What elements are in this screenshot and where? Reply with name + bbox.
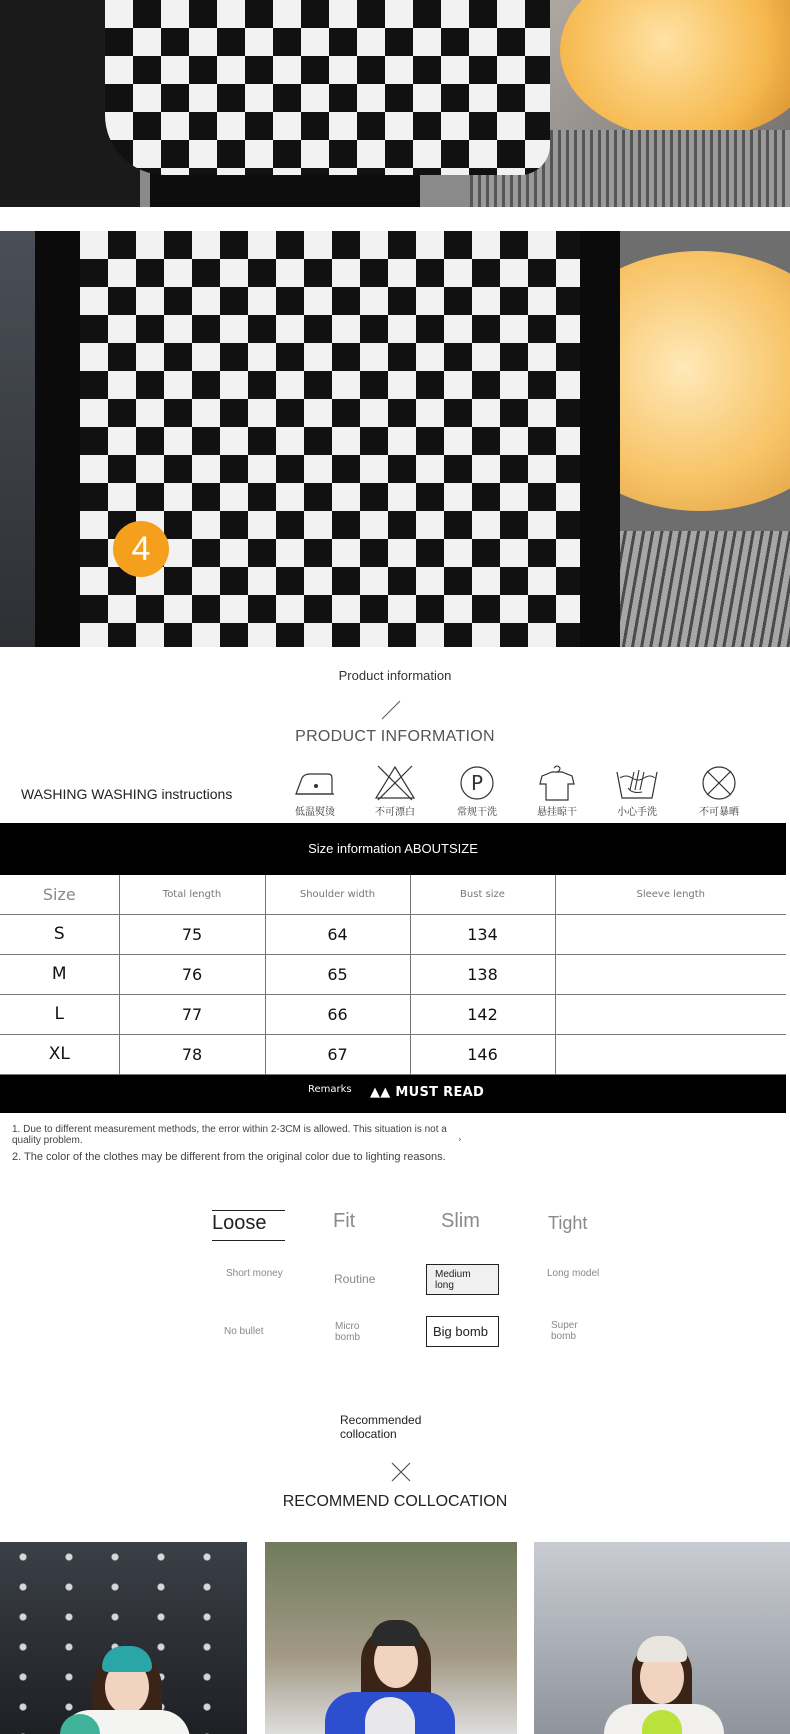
product-photo-detail bbox=[0, 231, 790, 647]
wash-item-bleach bbox=[360, 764, 430, 818]
washing-label: WASHING WASHING instructions bbox=[21, 786, 233, 802]
cell-size: L bbox=[0, 994, 119, 1034]
cell-bust-size: 138 bbox=[410, 954, 555, 994]
cell-bust-size: 134 bbox=[410, 914, 555, 954]
cell-total-length: 77 bbox=[119, 994, 265, 1034]
col-shoulder-width: Shoulder width bbox=[265, 875, 410, 914]
cell-total-length: 75 bbox=[119, 914, 265, 954]
slash-divider-icon bbox=[380, 700, 402, 720]
dry-clean-p-icon bbox=[454, 764, 500, 802]
wash-item-handwash bbox=[602, 764, 672, 818]
product-info-title: PRODUCT INFORMATION bbox=[295, 728, 495, 745]
cell-shoulder-width: 67 bbox=[265, 1034, 410, 1074]
hang-dry-icon bbox=[534, 764, 580, 802]
col-total-length: Total length bbox=[119, 875, 265, 914]
col-size: Size bbox=[0, 875, 119, 914]
recommend-photo-2[interactable] bbox=[265, 1542, 517, 1734]
table-row bbox=[0, 994, 786, 1034]
wash-item-hang bbox=[522, 764, 592, 818]
cell-bust-size: 142 bbox=[410, 994, 555, 1034]
cell-size: XL bbox=[0, 1034, 119, 1074]
must-read-label: ▲▲ MUST READ bbox=[370, 1085, 485, 1100]
cell-size: S bbox=[0, 914, 119, 954]
bomb-option-super: Super bomb bbox=[551, 1320, 578, 1342]
size-table-header-row bbox=[0, 875, 786, 914]
table-row bbox=[0, 1034, 786, 1074]
size-info-header: Size information ABOUTSIZE bbox=[0, 823, 786, 875]
fit-option-slim: Slim bbox=[441, 1210, 480, 1232]
no-bleach-icon bbox=[372, 764, 418, 802]
recommend-title-small: Recommended collocation bbox=[340, 1413, 422, 1441]
length-option-medium-long: Medium long bbox=[426, 1264, 499, 1295]
table-row bbox=[0, 954, 786, 994]
product-photo-top bbox=[0, 0, 790, 207]
recommend-photo-3[interactable] bbox=[534, 1542, 790, 1734]
cell-sleeve-length bbox=[555, 1034, 786, 1074]
remark-mark: › bbox=[458, 1135, 462, 1145]
col-sleeve-length: Sleeve length bbox=[555, 875, 786, 914]
cell-shoulder-width: 65 bbox=[265, 954, 410, 994]
cell-shoulder-width: 64 bbox=[265, 914, 410, 954]
remarks-label: Remarks bbox=[308, 1084, 352, 1095]
wash-label-sun: 不可暴晒 bbox=[699, 807, 739, 818]
cell-sleeve-length bbox=[555, 994, 786, 1034]
bomb-option-micro: Micro bomb bbox=[335, 1321, 361, 1343]
svg-text:P: P bbox=[470, 771, 484, 795]
recommend-photo-1[interactable] bbox=[0, 1542, 247, 1734]
remark-note-1: 1. Due to different measurement methods, the error within 2-3CM is allowed. This situation is not a quality problem. bbox=[12, 1124, 447, 1146]
size-table bbox=[0, 875, 786, 1075]
iron-low-temp-icon bbox=[292, 764, 338, 802]
wash-item-sun bbox=[684, 764, 754, 818]
wash-item-iron bbox=[280, 764, 350, 818]
wash-label-bleach: 不可漂白 bbox=[375, 807, 415, 818]
cell-total-length: 76 bbox=[119, 954, 265, 994]
fit-option-tight: Tight bbox=[548, 1213, 588, 1233]
cross-divider-icon bbox=[390, 1461, 412, 1483]
no-sun-dry-icon bbox=[696, 764, 742, 802]
cell-bust-size: 146 bbox=[410, 1034, 555, 1074]
product-info-title-small: Product information bbox=[338, 668, 452, 683]
cell-total-length: 78 bbox=[119, 1034, 265, 1074]
wash-label-handwash: 小心手洗 bbox=[617, 807, 657, 818]
bomb-option-none: No bullet bbox=[224, 1326, 264, 1337]
col-bust-size: Bust size bbox=[410, 875, 555, 914]
washing-icons bbox=[280, 764, 760, 818]
remark-note-2: 2. The color of the clothes may be different from the original color due to lighting reasons. bbox=[12, 1151, 446, 1163]
cell-shoulder-width: 66 bbox=[265, 994, 410, 1034]
fit-option-loose: Loose bbox=[212, 1210, 285, 1241]
cell-size: M bbox=[0, 954, 119, 994]
length-option-routine: Routine bbox=[334, 1272, 376, 1286]
hand-wash-icon bbox=[614, 764, 660, 802]
cell-sleeve-length bbox=[555, 954, 786, 994]
wash-label-iron: 低温熨烫 bbox=[295, 807, 335, 818]
table-row bbox=[0, 914, 786, 954]
length-option-long: Long model bbox=[547, 1268, 600, 1279]
wash-item-dryclean bbox=[442, 764, 512, 818]
recommend-title: RECOMMEND COLLOCATION bbox=[282, 1493, 508, 1510]
bomb-option-big: Big bomb bbox=[426, 1316, 499, 1347]
detail-number-badge: 4 bbox=[113, 521, 169, 577]
wash-label-hang: 悬挂晾干 bbox=[537, 807, 577, 818]
cell-sleeve-length bbox=[555, 914, 786, 954]
remarks-bar bbox=[0, 1075, 786, 1113]
length-option-short: Short money bbox=[226, 1268, 283, 1279]
wash-label-dryclean: 常规干洗 bbox=[457, 807, 497, 818]
fit-option-fit: Fit bbox=[333, 1210, 356, 1232]
